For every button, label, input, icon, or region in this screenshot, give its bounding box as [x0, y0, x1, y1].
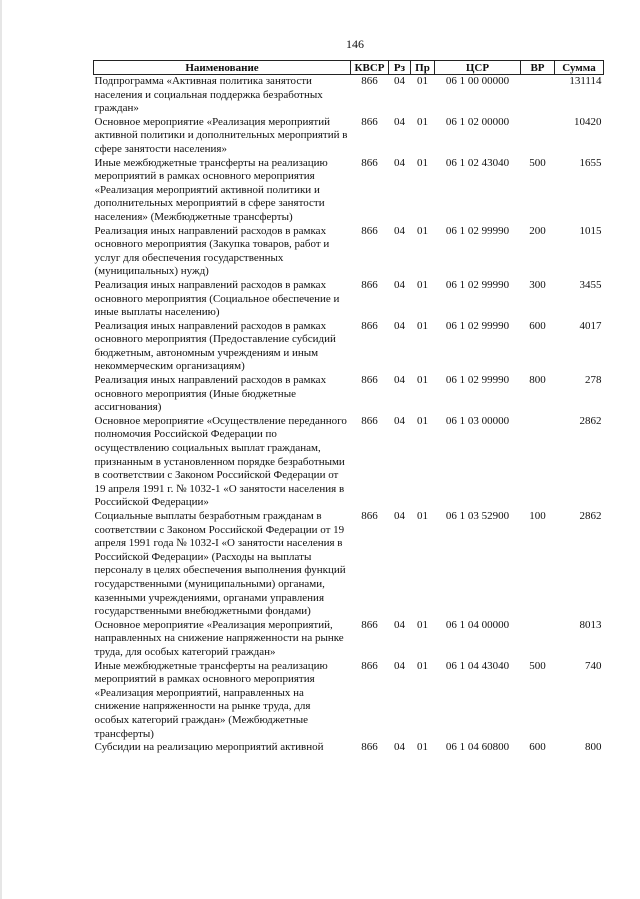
table-row: [94, 75, 604, 116]
row-csr: 06 1 02 99990: [445, 374, 510, 387]
table-header-row: [94, 61, 604, 75]
row-pr: 01: [417, 510, 428, 522]
row-kvsr: 866: [361, 374, 378, 387]
row-sum: 4017: [579, 319, 602, 332]
budget-table: [93, 60, 604, 755]
row-pr: 01: [417, 414, 428, 427]
table-row: [94, 279, 604, 320]
row-pr: 01: [417, 75, 428, 87]
row-csr: 06 1 04 60800: [445, 741, 510, 754]
row-rz: 04: [394, 319, 405, 332]
row-pr: 01: [417, 319, 428, 332]
scan-edge: [0, 0, 2, 899]
row-csr: 06 1 03 52900: [445, 510, 510, 522]
row-vr: 500: [529, 659, 546, 672]
row-rz: 04: [394, 510, 405, 522]
row-kvsr: 866: [361, 659, 378, 672]
row-csr: 06 1 00 00000: [445, 75, 510, 87]
row-sum: 131114: [569, 75, 602, 87]
row-pr: 01: [417, 115, 428, 128]
row-name: Реализация иных направлений расходов в рамках основного мероприятия (Иные бюджетные ассигнования): [94, 374, 327, 414]
row-rz: 04: [394, 659, 405, 672]
row-vr: 600: [529, 741, 546, 754]
row-sum: 1015: [579, 224, 602, 237]
row-pr: 01: [417, 156, 428, 169]
row-name: Основное мероприятие «Реализация мероприятий, направленных на снижение напряженности на рынке труда, для особых категорий граждан»: [94, 618, 344, 658]
table-row: [94, 157, 604, 225]
row-kvsr: 866: [361, 156, 378, 169]
row-rz: 04: [394, 374, 405, 387]
row-name: Иные межбюджетные трансферты на реализацию мероприятий в рамках основного мероприятия «Реализация мероприятий, направленных на снижение напряженности на рынке труда, для особых категорий граждан» (Межбюджетные трансферты): [94, 659, 328, 740]
row-sum: 2862: [579, 414, 602, 427]
row-vr: [521, 75, 555, 116]
row-vr: [521, 619, 555, 660]
table-row: [94, 741, 604, 755]
row-sum: 2862: [579, 510, 602, 522]
row-csr: 06 1 02 43040: [445, 156, 510, 169]
header-rz: Рз: [389, 61, 411, 75]
row-vr: 500: [529, 156, 546, 169]
row-kvsr: 866: [361, 741, 378, 754]
row-kvsr: 866: [361, 224, 378, 237]
row-pr: 01: [417, 374, 428, 387]
header-name: Наименование: [94, 61, 351, 75]
row-vr: 300: [529, 278, 546, 291]
row-name: Иные межбюджетные трансферты на реализацию мероприятий в рамках основного мероприятия «Реализация мероприятий активной политики и дополнительных мероприятий в сфере занятости населения» (Межбюджетные трансферты): [94, 156, 328, 223]
row-rz: 04: [394, 414, 405, 427]
row-sum: 800: [585, 741, 602, 754]
header-sum: Сумма: [555, 61, 604, 75]
row-csr: 06 1 03 00000: [445, 414, 510, 427]
row-name: Субсидии на реализацию мероприятий активной: [94, 741, 324, 754]
row-pr: 01: [417, 741, 428, 754]
row-pr: 01: [417, 618, 428, 631]
row-pr: 01: [417, 278, 428, 291]
row-kvsr: 866: [361, 115, 378, 128]
row-vr: [521, 116, 555, 157]
row-sum: 1655: [579, 156, 602, 169]
row-sum: 740: [585, 659, 602, 672]
row-rz: 04: [394, 75, 405, 87]
header-vr: ВР: [521, 61, 555, 75]
page-number: 146: [346, 37, 364, 51]
row-name: Реализация иных направлений расходов в рамках основного мероприятия (Закупка товаров, работ и услуг для обеспечения государственных (муниципальных) нужд): [94, 224, 330, 278]
table-row: [94, 619, 604, 660]
table-row: [94, 415, 604, 510]
row-name: Основное мероприятие «Реализация мероприятий активной политики и дополнительных мероприятий в сфере занятости населения»: [94, 115, 348, 155]
row-name: Социальные выплаты безработным гражданам в соответствии с Законом Российской Федерации от 19 апреля 1991 года № 1032-I «О занятости населения в Российской Федерации» (Расходы на выплаты персоналу в целях обеспечения выполнения функций государственными (муниципальными) органами, казенными учреждениями, органами управления государственными внебюджетными фондами): [94, 510, 346, 618]
row-sum: 278: [585, 374, 602, 387]
table-row: [94, 116, 604, 157]
row-rz: 04: [394, 224, 405, 237]
row-kvsr: 866: [361, 75, 378, 87]
row-vr: 800: [529, 374, 546, 387]
row-csr: 06 1 04 43040: [445, 659, 510, 672]
row-vr: 600: [529, 319, 546, 332]
header-csr: ЦСР: [435, 61, 521, 75]
table-row: [94, 225, 604, 279]
row-name: Подпрограмма «Активная политика занятости населения и социальная поддержка безработных граждан»: [94, 75, 323, 115]
header-pr: Пр: [411, 61, 435, 75]
row-vr: [521, 415, 555, 510]
row-name: Реализация иных направлений расходов в рамках основного мероприятия (Предоставление субсидий бюджетным, автономным учреждениям и иным некоммерческим организациям): [94, 319, 336, 373]
row-csr: 06 1 02 99990: [445, 224, 510, 237]
row-rz: 04: [394, 156, 405, 169]
row-csr: 06 1 02 99990: [445, 319, 510, 332]
row-name: Основное мероприятие «Осуществление переданного полномочия Российской Федерации по осуществлению социальных выплат гражданам, признанным в установленном порядке безработными в соответствии с Законом Российской Федерации от 19 апреля 1991 г. № 1032-1 «О занятости населения в Российской Федерации»: [94, 414, 347, 509]
row-vr: 200: [529, 224, 546, 237]
row-kvsr: 866: [361, 278, 378, 291]
row-csr: 06 1 04 00000: [445, 618, 510, 631]
row-pr: 01: [417, 224, 428, 237]
row-pr: 01: [417, 659, 428, 672]
table-row: [94, 374, 604, 415]
row-sum: 10420: [574, 115, 602, 128]
row-rz: 04: [394, 115, 405, 128]
row-kvsr: 866: [361, 510, 378, 522]
row-name: Реализация иных направлений расходов в рамках основного мероприятия (Социальное обеспечение и иные выплаты населению): [94, 278, 340, 319]
row-sum: 3455: [579, 278, 602, 291]
row-kvsr: 866: [361, 618, 378, 631]
row-vr: 100: [529, 510, 546, 522]
row-csr: 06 1 02 00000: [445, 115, 510, 128]
table-row: [94, 660, 604, 742]
row-kvsr: 866: [361, 319, 378, 332]
row-rz: 04: [394, 618, 405, 631]
table-row: [94, 510, 604, 619]
table-row: [94, 320, 604, 374]
header-kvsr: КВСР: [351, 61, 389, 75]
row-sum: 8013: [579, 618, 602, 631]
row-kvsr: 866: [361, 414, 378, 427]
row-csr: 06 1 02 99990: [445, 278, 510, 291]
row-rz: 04: [394, 741, 405, 754]
row-rz: 04: [394, 278, 405, 291]
